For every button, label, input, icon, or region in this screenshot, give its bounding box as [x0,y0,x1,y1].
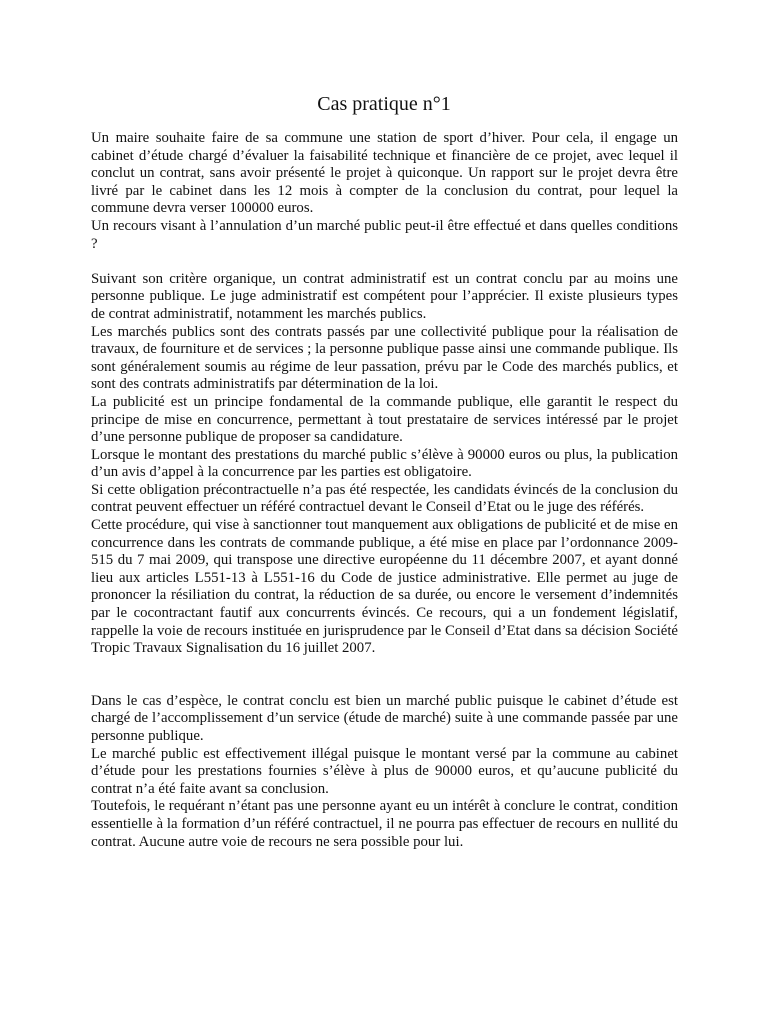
paragraph-procedure: Cette procédure, qui vise à sanctionner tout manquement aux obligations de publicité et de mise en concurrence dans les contrats de commande publique, a été mise en place par l’ordonnance 2009-515 du 7 mai 2009, qui transpose une directive européenne du 11 décembre 2007, et ayant donné lieu aux articles L551-13 à L551-16 du Code de justice administrative. Elle permet au juge de prononcer la résiliation du contrat, la réduction de sa durée, ou encore le versement d’indemnités par le cocontractant fautif aux concurrents évincés. Ce recours, qui a un fondement législatif, rappelle la voie de recours instituée en jurisprudence par le Conseil d’Etat dans sa décision Société Tropic Travaux Signalisation du 16 juillet 2007. [91,517,678,657]
paragraph-administrative-contract: Suivant son critère organique, un contrat administratif est un contrat conclu par au moins une personne publique. Le juge administratif est compétent pour l’apprécier. Il existe plusieurs types de contrat administratif, notamment les marchés publics. [91,270,678,322]
paragraph-legal-question: Un recours visant à l’annulation d’un marché public peut-il être effectué et dans quelles conditions ? [91,217,678,252]
paragraph-contractual-referral: Si cette obligation précontractuelle n’a pas été respectée, les candidats évincés de la conclusion du contrat peuvent effectuer un référé contractuel devant le Conseil d’Etat ou le juge des référés. [91,481,678,516]
paragraph-conclusion: Toutefois, le requérant n’étant pas une personne ayant eu un intérêt à conclure le contrat, condition essentielle à la formation d’un référé contractuel, il ne pourra pas effectuer de recours en nullité du contrat. Aucune autre voie de recours ne sera possible pour lui. [91,798,678,850]
paragraph-case-facts: Un maire souhaite faire de sa commune une station de sport d’hiver. Pour cela, il engage un cabinet d’étude chargé d’évaluer la faisabilité technique et financière de ce projet, avec lequel il conclut un contrat, sans avoir présenté le projet à quiconque. Un rapport sur le projet devra être livré par le cabinet dans les 12 mois à compter de la conclusion du contrat, pour lequel la commune devra verser 100000 euros. [91,130,678,217]
paragraph-publicity-principle: La publicité est un principe fondamental de la commande publique, elle garantit le respect du principe de mise en concurrence, permettant à tout prestataire de services intéressé par le projet d’une personne publique de proposer sa candidature. [91,393,678,446]
document-body [91,130,678,851]
paragraph-public-procurement: Les marchés publics sont des contrats passés par une collectivité publique pour la réalisation de travaux, de fourniture et de services ; la personne publique passe ainsi une commande publique. Ils sont généralement soumis au régime de leur passation, prévu par le Code des marchés publics, et sont des contrats administratifs par détermination de la loi. [91,323,678,393]
paragraph-illegality: Le marché public est effectivement illégal puisque le montant versé par la commune au cabinet d’étude pour les prestations fournies s’élève à plus de 90000 euros, et qu’aucune publicité du contrat n’a été faite avant sa conclusion. [91,745,678,797]
paragraph-case-application: Dans le cas d’espèce, le contrat conclu est bien un marché public puisque le cabinet d’étude est chargé de l’accomplissement d’un service (étude de marché) suite à une commande passée par une personne publique. [91,692,678,744]
paragraph-spacer [91,253,678,271]
page-title: Cas pratique n°1 [317,93,451,115]
paragraph-threshold: Lorsque le montant des prestations du marché public s’élève à 90000 euros ou plus, la publication d’un avis d’appel à la concurrence par les parties est obligatoire. [91,446,678,481]
section-spacer [91,658,678,693]
